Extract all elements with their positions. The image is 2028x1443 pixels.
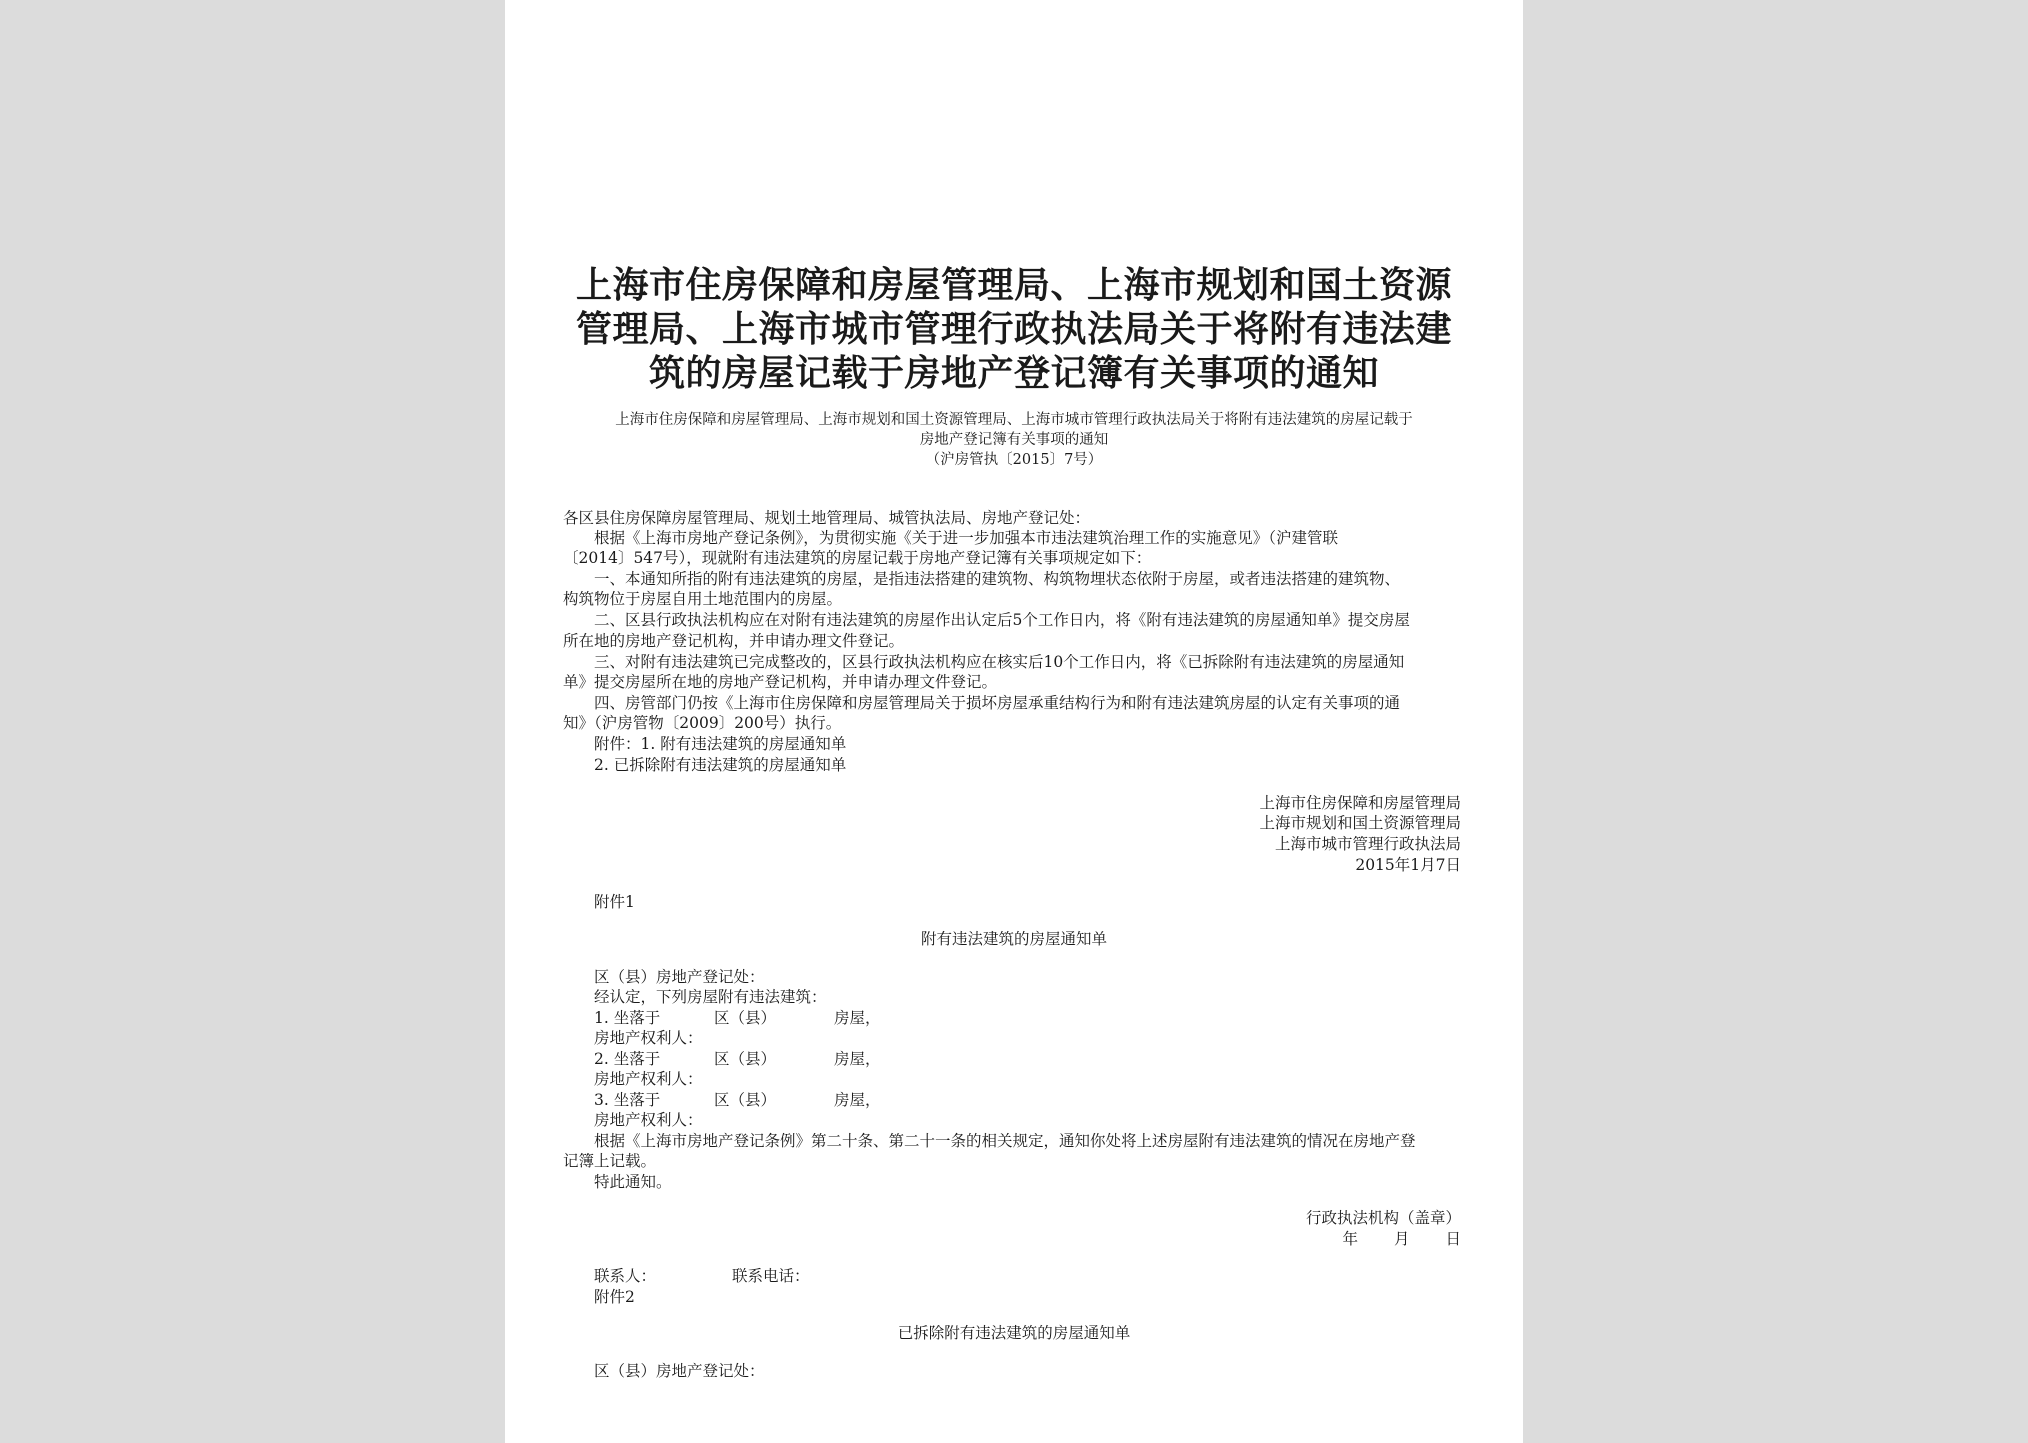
date-year: 年 xyxy=(1342,1230,1358,1248)
document-number: （沪房管执〔2015〕7号） xyxy=(925,452,1103,468)
annex-1-sign-date xyxy=(1342,1229,1461,1249)
paragraph-basis-1: 根据《上海市房地产登记条例》，为贯彻实施《关于进一步加强本市违法建筑治理工作的实施意见》（沪建管联 xyxy=(594,529,1339,547)
annex-2-label: 附件2 xyxy=(594,1288,635,1306)
annex-2-addressee: 区（县）房地产登记处： xyxy=(594,1362,765,1380)
annex-1-contact xyxy=(594,1266,810,1286)
annex-1-item-1 xyxy=(594,1008,881,1028)
contact-phone-label: 联系电话： xyxy=(732,1267,810,1285)
document-title-line-3: 筑的房屋记载于房地产登记簿有关事项的通知 xyxy=(648,352,1379,394)
paragraph-item-3a: 三、对附有违法建筑已完成整改的，区县行政执法机构应在核实后10个工作日内，将《已拆除附有违法建筑的房屋通知 xyxy=(594,653,1405,671)
contact-person-label: 联系人： xyxy=(594,1267,657,1285)
annex-1-item-2 xyxy=(594,1049,881,1069)
annex-2-title: 已拆除附有违法建筑的房屋通知单 xyxy=(897,1324,1131,1342)
paragraph-item-2b: 所在地的房地产登记机构，并申请办理文件登记。 xyxy=(563,632,905,650)
item-district: 区（县） xyxy=(714,1050,777,1068)
item-location: 2. 坐落于 xyxy=(594,1050,661,1068)
signature-org-2: 上海市规划和国土资源管理局 xyxy=(1259,814,1461,832)
annex-1-item-1-owner: 房地产权利人： xyxy=(594,1029,703,1047)
attachment-list-2: 2. 已拆除附有违法建筑的房屋通知单 xyxy=(594,756,847,774)
item-district: 区（县） xyxy=(714,1091,777,1109)
paragraph-item-3b: 单》提交房屋所在地的房地产登记机构，并申请办理文件登记。 xyxy=(563,673,998,691)
annex-1-item-2-owner: 房地产权利人： xyxy=(594,1070,703,1088)
paragraph-item-4a: 四、房管部门仍按《上海市住房保障和房屋管理局关于损坏房屋承重结构行为和附有违法建筑房屋的认定有关事项的通 xyxy=(594,694,1401,712)
document-title-line-1: 上海市住房保障和房屋管理局、上海市规划和国土资源 xyxy=(575,264,1452,306)
item-house: 房屋， xyxy=(834,1009,881,1027)
item-district: 区（县） xyxy=(714,1009,777,1027)
item-house: 房屋， xyxy=(834,1050,881,1068)
annex-1-intro: 经认定，下列房屋附有违法建筑： xyxy=(594,988,827,1006)
annex-1-addressee: 区（县）房地产登记处： xyxy=(594,968,765,986)
paragraph-item-1a: 一、本通知所指的附有违法建筑的房屋，是指违法搭建的建筑物、构筑物埋状态依附于房屋，或者违法搭建的建筑物、 xyxy=(594,570,1401,588)
item-location: 1. 坐落于 xyxy=(594,1009,661,1027)
signature-date: 2015年1月7日 xyxy=(1355,856,1461,874)
annex-1-sign-org: 行政执法机构（盖章） xyxy=(1305,1209,1461,1227)
annex-1-label: 附件1 xyxy=(594,893,635,911)
document-page xyxy=(505,0,1523,1443)
paragraph-item-1b: 构筑物位于房屋自用土地范围内的房屋。 xyxy=(563,590,843,608)
date-month: 月 xyxy=(1393,1230,1410,1248)
item-house: 房屋， xyxy=(834,1091,881,1109)
signature-org-3: 上海市城市管理行政执法局 xyxy=(1274,835,1461,853)
document-title-line-2: 管理局、上海市城市管理行政执法局关于将附有违法建 xyxy=(575,308,1452,350)
paragraph-item-2a: 二、区县行政执法机构应在对附有违法建筑的房屋作出认定后5个工作日内，将《附有违法建筑的房屋通知单》提交房屋 xyxy=(594,611,1410,629)
subtitle-line-1: 上海市住房保障和房屋管理局、上海市规划和国土资源管理局、上海市城市管理行政执法局关于将附有违法建筑的房屋记载于 xyxy=(615,412,1413,428)
paragraph-item-4b: 知》（沪房管物〔2009〕200号）执行。 xyxy=(563,714,842,732)
annex-1-notice: 特此通知。 xyxy=(594,1173,672,1191)
annex-1-item-3-owner: 房地产权利人： xyxy=(594,1111,703,1129)
signature-org-1: 上海市住房保障和房屋管理局 xyxy=(1259,794,1461,812)
item-location: 3. 坐落于 xyxy=(594,1091,661,1109)
annex-1-basis-1: 根据《上海市房地产登记条例》第二十条、第二十一条的相关规定，通知你处将上述房屋附有违法建筑的情况在房地产登 xyxy=(594,1132,1416,1150)
addressee: 各区县住房保障房屋管理局、规划土地管理局、城管执法局、房地产登记处： xyxy=(563,509,1091,527)
annex-1-basis-2: 记簿上记载。 xyxy=(563,1152,657,1170)
subtitle-line-2: 房地产登记簿有关事项的通知 xyxy=(919,432,1109,448)
date-day: 日 xyxy=(1445,1230,1461,1248)
annex-1-title: 附有违法建筑的房屋通知单 xyxy=(920,930,1107,948)
annex-1-item-3 xyxy=(594,1090,881,1110)
attachment-list-1: 附件：1. 附有违法建筑的房屋通知单 xyxy=(594,735,847,753)
paragraph-basis-2: 〔2014〕547号），现就附有违法建筑的房屋记载于房地产登记簿有关事项规定如下： xyxy=(563,549,1152,567)
